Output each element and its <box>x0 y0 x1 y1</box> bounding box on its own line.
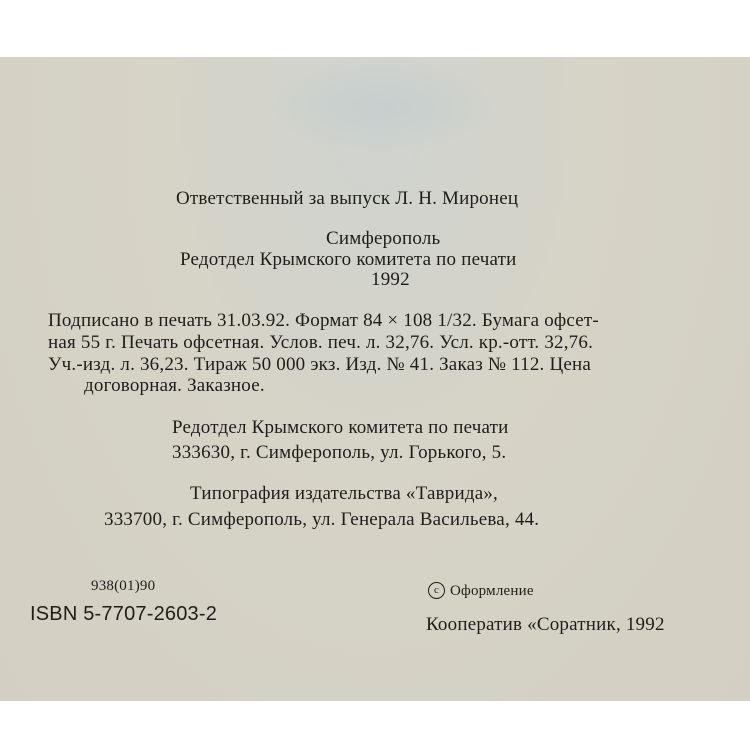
printer-address: 333700, г. Симферополь, ул. Генерала Васильева, 44. <box>104 509 540 530</box>
city: Симферополь <box>326 228 441 249</box>
publisher-address: 333630, г. Симферополь, ул. Горького, 5. <box>172 442 507 463</box>
design-credit-label: Оформление <box>450 583 534 599</box>
isbn: ISBN 5-7707-2603-2 <box>30 603 218 625</box>
print-info-line-4: договорная. Заказное. <box>84 375 265 396</box>
design-credit <box>428 582 534 600</box>
copyright-icon: c <box>428 582 445 599</box>
responsible-editor: Ответственный за выпуск Л. Н. Миронец <box>176 188 519 209</box>
print-info-line-3: Уч.-изд. л. 36,23. Тираж 50 000 экз. Изд. № 41. Заказ № 112. Цена <box>48 354 592 375</box>
faint-emblem-shadow <box>262 59 502 154</box>
design-credit-owner: Кооператив «Соратник, 1992 <box>426 614 665 635</box>
printer-name: Типография издательства «Таврида», <box>190 483 498 504</box>
bbk-code: 938(01)90 <box>91 578 156 594</box>
print-info-line-1: Подписано в печать 31.03.92. Формат 84 × 108 1/32. Бумага офсет- <box>48 310 599 331</box>
print-info-line-2: ная 55 г. Печать офсетная. Услов. печ. л. 32,76. Усл. кр.-отт. 32,76. <box>48 332 594 353</box>
publisher: Редотдел Крымского комитета по печати <box>180 249 517 270</box>
publisher-name: Редотдел Крымского комитета по печати <box>172 417 509 438</box>
year: 1992 <box>371 269 410 290</box>
imprint-page <box>0 57 750 701</box>
